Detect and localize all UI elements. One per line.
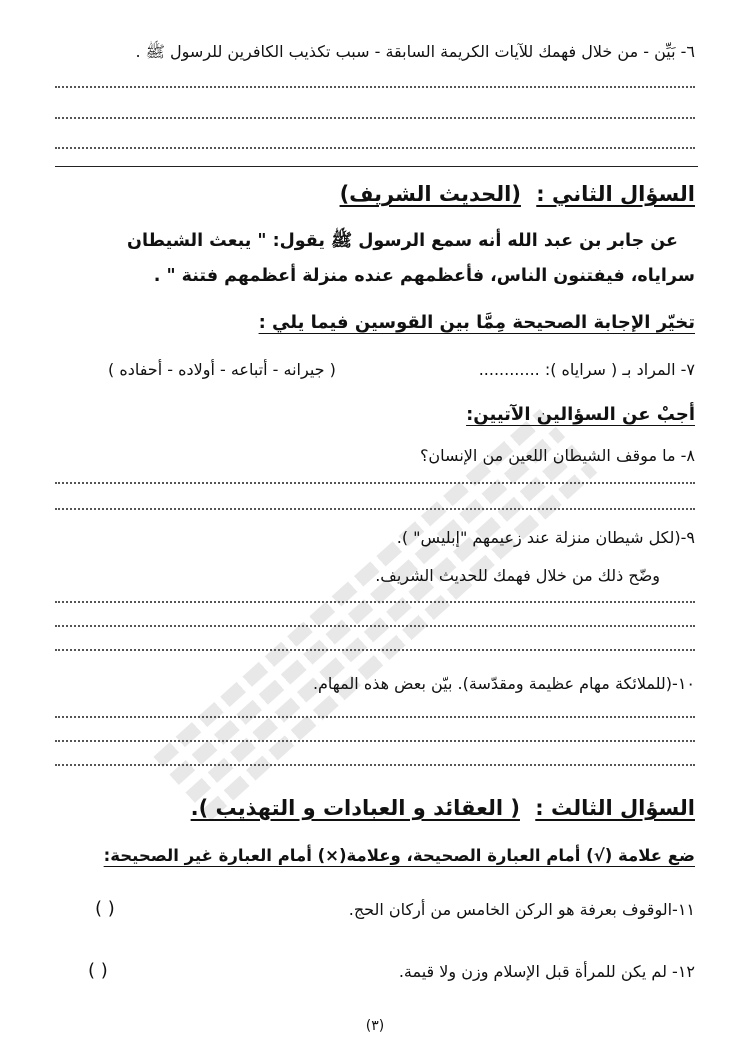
answer-line[interactable] bbox=[55, 764, 695, 766]
section-divider bbox=[55, 166, 698, 167]
question-10: ١٠-(للملائكة مهام عظيمة ومقدّسة). بيّن بعض هذه المهام. bbox=[312, 674, 695, 693]
answer-box-11[interactable]: ( ) bbox=[95, 898, 115, 919]
mark-instruction: ضع علامة (√) أمام العبارة الصحيحة، وعلامة(×) أمام العبارة غير الصحيحة: bbox=[103, 846, 695, 865]
question-7: ٧- المراد بـ ( سراياه ): ............ bbox=[478, 360, 695, 379]
question-9-instruction: وضّح ذلك من خلال فهمك للحديث الشريف. bbox=[375, 566, 660, 585]
section-2-title: (الحديث الشريف) bbox=[339, 182, 521, 206]
question-6: ٦- بَيِّن - من خلال فهمك للآيات الكريمة السابقة - سبب تكذيب الكافرين للرسول ﷺ . bbox=[135, 42, 695, 61]
question-9: ٩-(لكل شيطان منزلة عند زعيمهم "إبليس" ). bbox=[396, 528, 695, 547]
answer-line[interactable] bbox=[55, 482, 695, 484]
section-3-title: ( العقائد و العبادات و التهذيب ). bbox=[190, 796, 520, 820]
section-2-prefix: السؤال الثاني : bbox=[536, 182, 695, 206]
section-2-heading bbox=[340, 182, 695, 206]
question-7-choices: ( جيرانه - أتباعه - أولاده - أحفاده ) bbox=[108, 360, 336, 379]
answer-line[interactable] bbox=[55, 86, 695, 88]
answer-line[interactable] bbox=[55, 508, 695, 510]
section-3-prefix: السؤال الثالث : bbox=[535, 796, 695, 820]
hadith-line-2: سراياه، فيفتنون الناس، فأعظمهم عنده منزلة أعظمهم فتنة " . bbox=[153, 266, 695, 286]
question-12: ١٢- لم يكن للمرأة قبل الإسلام وزن ولا قيمة. bbox=[398, 962, 695, 981]
section-3-heading bbox=[191, 796, 695, 820]
answer-line[interactable] bbox=[55, 740, 695, 742]
answer-line[interactable] bbox=[55, 649, 695, 651]
page-number: (٣) bbox=[365, 1018, 385, 1034]
answer-box-12[interactable]: ( ) bbox=[88, 960, 108, 981]
answer-line[interactable] bbox=[55, 117, 695, 119]
answer-heading: أجبْ عن السؤالين الآتيين: bbox=[466, 404, 695, 425]
answer-line[interactable] bbox=[55, 625, 695, 627]
answer-line[interactable] bbox=[55, 716, 695, 718]
answer-line[interactable] bbox=[55, 147, 695, 149]
choose-heading: تخيّر الإجابة الصحيحة مِمَّا بين القوسين فيما يلي : bbox=[258, 312, 695, 333]
question-8: ٨- ما موقف الشيطان اللعين من الإنسان؟ bbox=[419, 446, 695, 465]
answer-line[interactable] bbox=[55, 601, 695, 603]
watermark-stamp bbox=[147, 401, 614, 838]
hadith-line-1: عن جابر بن عبد الله أنه سمع الرسول ﷺ يقول: " يبعث الشيطان bbox=[127, 231, 678, 251]
question-11: ١١-الوقوف بعرفة هو الركن الخامس من أركان الحج. bbox=[348, 900, 695, 919]
